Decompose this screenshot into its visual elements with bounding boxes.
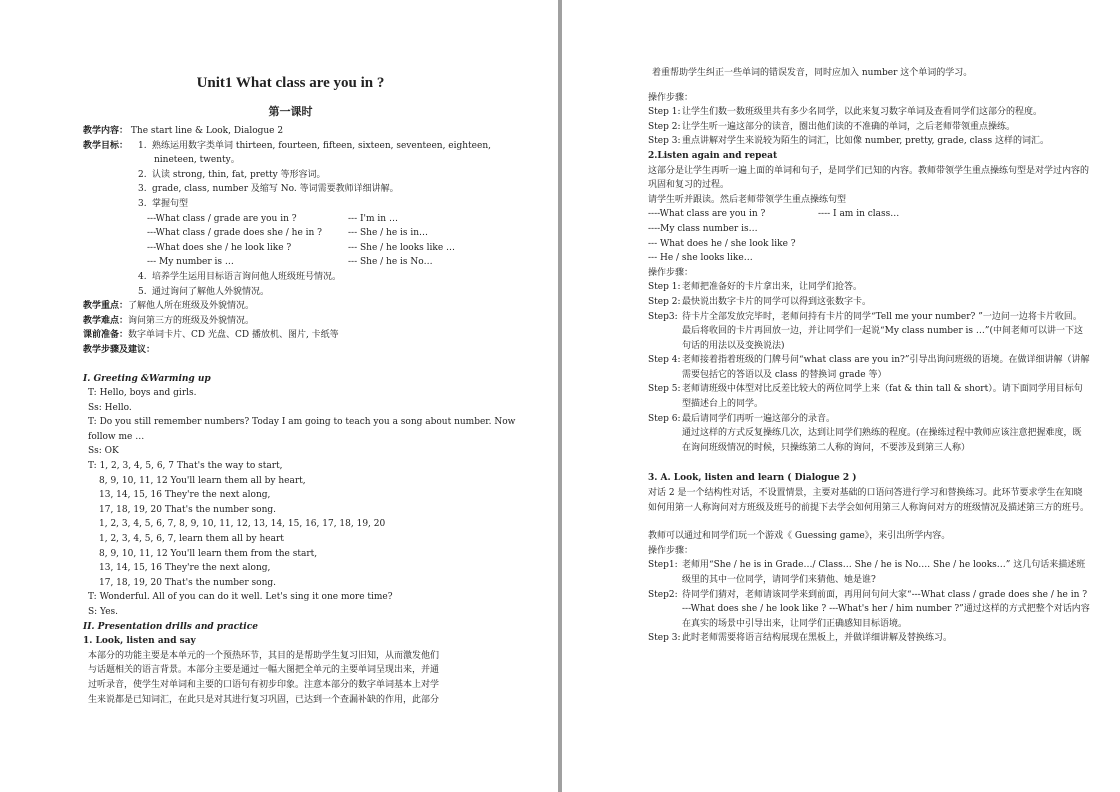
pattern-question: ---What class / grade does she / he in ? xyxy=(147,228,322,239)
objective-text: 认读 strong, thin, fat, pretty 等形容词。 xyxy=(152,169,326,180)
page-right xyxy=(562,0,1120,792)
objective-item xyxy=(138,182,518,197)
section-heading: I. Greeting &Warming up xyxy=(83,373,211,384)
lesson-subtitle: 第一课时 xyxy=(268,105,313,118)
instruction-line: 请学生听并跟读。然后老师带领学生重点操练句型 xyxy=(648,194,847,205)
objective-item xyxy=(138,153,518,168)
step-item xyxy=(648,120,1090,135)
step-label: Step 2: xyxy=(648,121,681,132)
objectives-list xyxy=(138,139,518,212)
dialogue-line: T: 1, 2, 3, 4, 5, 6, 7 That's the way to start, xyxy=(88,461,283,472)
objective-text: 熟练运用数字类单词 thirteen, fourteen, fifteen, sixteen, seventeen, eighteen, xyxy=(152,140,491,151)
song-line: 13, 14, 15, 16 They're the next along, xyxy=(99,490,271,501)
qa-question: ----What class are you in ? xyxy=(648,209,766,220)
paragraph-line: 本部分的功能主要是本单元的一个预热环节，其目的是帮助学生复习旧知，从而激发他们 xyxy=(88,650,440,661)
step-text: 让学生们数一数班级里共有多少名同学，以此来复习数字单词及查看同学们这部分的程度。 xyxy=(682,107,1043,118)
step-item xyxy=(648,558,1090,587)
step-label: Step 2: xyxy=(648,296,681,307)
preparation xyxy=(83,328,518,343)
paragraph: 这部分是让学生再听一遍上面的单词和句子，是同学们已知的内容。教师带领学生重点操练句型是对学过内容的巩固和复习的过程。 xyxy=(648,165,1090,191)
document-title: Unit1 What class are you in ? xyxy=(196,75,385,91)
key-points-label: 教学重点： xyxy=(83,301,129,312)
step-item xyxy=(648,105,1090,120)
step-item xyxy=(648,134,1090,149)
pattern-row xyxy=(83,226,518,241)
dialogue-line: Ss: OK xyxy=(88,446,119,457)
step-note-row xyxy=(648,426,1090,455)
step-item xyxy=(648,295,1090,310)
steps-label: 操作步骤： xyxy=(648,267,694,278)
step-item xyxy=(648,588,1090,632)
objective-item xyxy=(138,285,518,300)
difficult-points xyxy=(83,314,518,329)
step-text: 最快说出数字卡片的同学可以得到这张数字卡。 xyxy=(682,296,872,307)
step-text: 重点讲解对学生来说较为陌生的词汇，比如像 number, pretty, grade, class 这样的词汇。 xyxy=(682,136,1049,147)
paragraph: 对话 2 是一个结构性对话，不设置情景，主要对基础的口语问答进行学习和替换练习。此环节要求学生在知晓如何用第一人称询问对方班级及班号的前提下去学会如何用第三人称询问对方的班级情况及描述第三方的班号。 xyxy=(648,488,1090,513)
qa-answer: ---- I am in class… xyxy=(818,209,900,220)
content-value: The start line & Look, Dialogue 2 xyxy=(130,126,284,136)
objective-item xyxy=(138,139,518,154)
pattern-row xyxy=(83,255,518,270)
objective-text: grade, class, number 及缩写 No. 等词需要教师详细讲解。 xyxy=(152,184,399,195)
objective-num: 3. xyxy=(138,198,147,209)
step-label: Step1: xyxy=(648,560,678,571)
objective-num: 1. xyxy=(138,140,147,151)
paragraph-line: 生来说都是已知词汇，在此只是对其进行复习巩固，已达到一个查漏补缺的作用，此部分 xyxy=(88,694,440,705)
step-label: Step 1: xyxy=(648,107,681,118)
step-label: Step 1: xyxy=(648,282,681,293)
preparation-text: 数字单词卡片、CD 光盘、CD 播放机、图片, 卡纸等 xyxy=(128,330,339,341)
objective-text: nineteen, twenty。 xyxy=(154,155,240,166)
difficult-points-label: 教学难点： xyxy=(83,315,129,326)
step-label: Step2: xyxy=(648,589,678,600)
song-line: 1, 2, 3, 4, 5, 6, 7, 8, 9, 10, 11, 12, 13, 14, 15, 16, 17, 18, 19, 20 xyxy=(99,519,386,530)
qa-row xyxy=(648,207,1090,222)
step-note: 通过这样的方式反复操练几次，达到让同学们熟练的程度。(在操练过程中教师应该注意把握难度，既在询问班级情况的时候，只操练第二人称的询问，不要涉及到第三人称） xyxy=(682,428,1082,453)
dialogue-line: --- What does he / she look like ? xyxy=(648,238,796,249)
subsection-heading: 2.Listen again and repeat xyxy=(648,150,778,161)
step-text: 老师用“She / he is in Grade…/ Class… She / he is No…. She / he looks…” 这几句话来描述班级里的其中一位同学，请同学们来猜他、她是谁? xyxy=(682,560,1086,585)
step-text: 让学生听一遍这部分的读音，圈出他们读的不准确的单词，之后老师带领重点操练。 xyxy=(682,121,1016,132)
key-points xyxy=(83,299,518,314)
step-item xyxy=(648,412,1090,427)
section-heading: II. Presentation drills and practice xyxy=(83,621,258,632)
dialogue-line: T: Hello, boys and girls. xyxy=(88,388,197,399)
pattern-row xyxy=(83,212,518,227)
continued-line: 着重帮助学生纠正一些单词的错误发音，同时应加入 number 这个单词的学习。 xyxy=(652,68,973,78)
step-item xyxy=(648,310,1090,354)
song-line: 8, 9, 10, 11, 12 You'll learn them from the start, xyxy=(99,548,318,559)
objective-item xyxy=(138,197,518,212)
song-line: 17, 18, 19, 20 That's the number song. xyxy=(99,577,277,588)
preparation-label: 课前准备： xyxy=(83,330,129,341)
objective-num: 2. xyxy=(138,169,147,180)
song-line: 17, 18, 19, 20 That's the number song. xyxy=(99,504,277,515)
step-text: 老师把准备好的卡片拿出来，让同学们抢答。 xyxy=(682,282,863,293)
step-label: Step 3: xyxy=(648,136,681,147)
step-item xyxy=(648,382,1090,411)
objectives-tail xyxy=(83,270,518,299)
dialogue-line: Ss: Hello. xyxy=(88,402,132,413)
dialogue-line: follow me … xyxy=(88,431,145,442)
objective-text: 通过询问了解他人外貌情况。 xyxy=(152,286,270,297)
content-row xyxy=(83,124,518,139)
step-text: 老师接着指着班级的门牌号问“what class are you in?”引导出询问班级的语境。在做详细讲解（讲解需要包括它的答语以及 class 的替换词 grade 等） xyxy=(682,355,1090,380)
steps-label: 操作步骤： xyxy=(648,545,694,556)
dialogue-line: S: Yes. xyxy=(88,607,119,617)
steps-label: 操作步骤： xyxy=(648,92,694,103)
objective-item xyxy=(138,270,518,285)
difficult-points-text: 询问第三方的班级及外貌情况。 xyxy=(128,315,255,326)
pattern-question: ---What class / grade are you in ? xyxy=(147,213,297,224)
dialogue-line: --- He / she looks like… xyxy=(648,253,753,264)
step-label: Step 5: xyxy=(648,384,681,395)
song-line: 8, 9, 10, 11, 12 You'll learn them all by heart, xyxy=(99,475,306,486)
step-label: Step 6: xyxy=(648,413,681,424)
key-points-text: 了解他人所在班级及外貌情况。 xyxy=(128,301,255,312)
step-text: 待卡片全部发放完毕时，老师问持有卡片的同学“Tell me your number? ”一边问一边将卡片收回。最后将收回的卡片再回放一边，并让同学们一起说“My class number is …”(中间老师可以讲一下这句话的用法以及变换说法) xyxy=(682,311,1083,351)
procedure-label: 教学步骤及建议： xyxy=(83,344,156,355)
subsection-heading: 1. Look, listen and say xyxy=(83,636,196,647)
dialogue-line: T: Do you still remember numbers? Today I am going to teach you a song about number. Now xyxy=(88,417,516,428)
paragraph-line: 与话题相关的语言背景。本部分主要是通过一幅大图把全单元的主要单词呈现出来，并通 xyxy=(88,665,440,676)
pattern-question: --- My number is … xyxy=(147,257,234,268)
objective-num xyxy=(138,153,152,168)
song-line: 1, 2, 3, 4, 5, 6, 7, learn them all by heart xyxy=(99,534,284,545)
pattern-answer: --- She / he is No… xyxy=(348,257,433,268)
step-item xyxy=(648,353,1090,382)
step-label: Step 4: xyxy=(648,355,681,366)
objective-text: 掌握句型 xyxy=(152,198,189,209)
pattern-answer: --- She / he is in… xyxy=(348,228,429,239)
paragraph-line: 过听录音，使学生对单词和主要的口语句有初步印象。注意本部分的数字单词基本上对学 xyxy=(88,679,440,690)
subsection-heading: 3. A. Look, listen and learn ( Dialogue 2 ) xyxy=(648,473,857,484)
step-text: 此时老师需要将语言结构展现在黑板上，并做详细讲解及替换练习。 xyxy=(682,633,953,644)
objective-num: 3. xyxy=(138,184,147,195)
objective-item xyxy=(138,168,518,183)
objective-num: 4. xyxy=(138,271,147,282)
pattern-answer: --- She / he looks like … xyxy=(348,242,456,253)
step-item xyxy=(648,280,1090,295)
pattern-answer: --- I'm in … xyxy=(348,213,398,224)
pattern-row xyxy=(83,241,518,256)
pattern-question: ---What does she / he look like ? xyxy=(147,242,292,253)
dialogue-line: ----My class number is… xyxy=(648,223,758,234)
page-left xyxy=(0,0,558,792)
content-label: 教学内容： xyxy=(83,126,129,136)
objective-num: 5. xyxy=(138,286,147,297)
step-text: 待同学们猜对，老师请该同学来到前面，再用问句问大家“---What class / grade does she / he in ? ---What does she / he look like ? ---What's her / him number ?”通过这样的方式把整个对话内容在真实的场景中引导出来，让同学们正确感知目标语境。 xyxy=(682,589,1090,629)
step-item xyxy=(648,631,1090,646)
step-label: Step 3: xyxy=(648,633,681,644)
step-label: Step3: xyxy=(648,311,678,322)
objectives-label: 教学目标： xyxy=(83,140,129,151)
dialogue-line: T: Wonderful. All of you can do it well. Let's sing it one more time? xyxy=(88,592,393,603)
objectives-block xyxy=(83,139,518,212)
step-text: 最后请同学们再听一遍这部分的录音。 xyxy=(682,413,836,424)
game-line: 教师可以通过和同学们玩一个游戏《 Guessing game》，来引出所学内容。 xyxy=(648,531,951,542)
step-text: 老师请班级中体型对比反差比较大的两位同学上来（fat & thin tall & short）。请下面同学用目标句型描述台上的同学。 xyxy=(682,384,1083,410)
objective-text: 培养学生运用目标语言询问他人班级班号情况。 xyxy=(152,271,342,282)
song-line: 13, 14, 15, 16 They're the next along, xyxy=(99,563,271,574)
